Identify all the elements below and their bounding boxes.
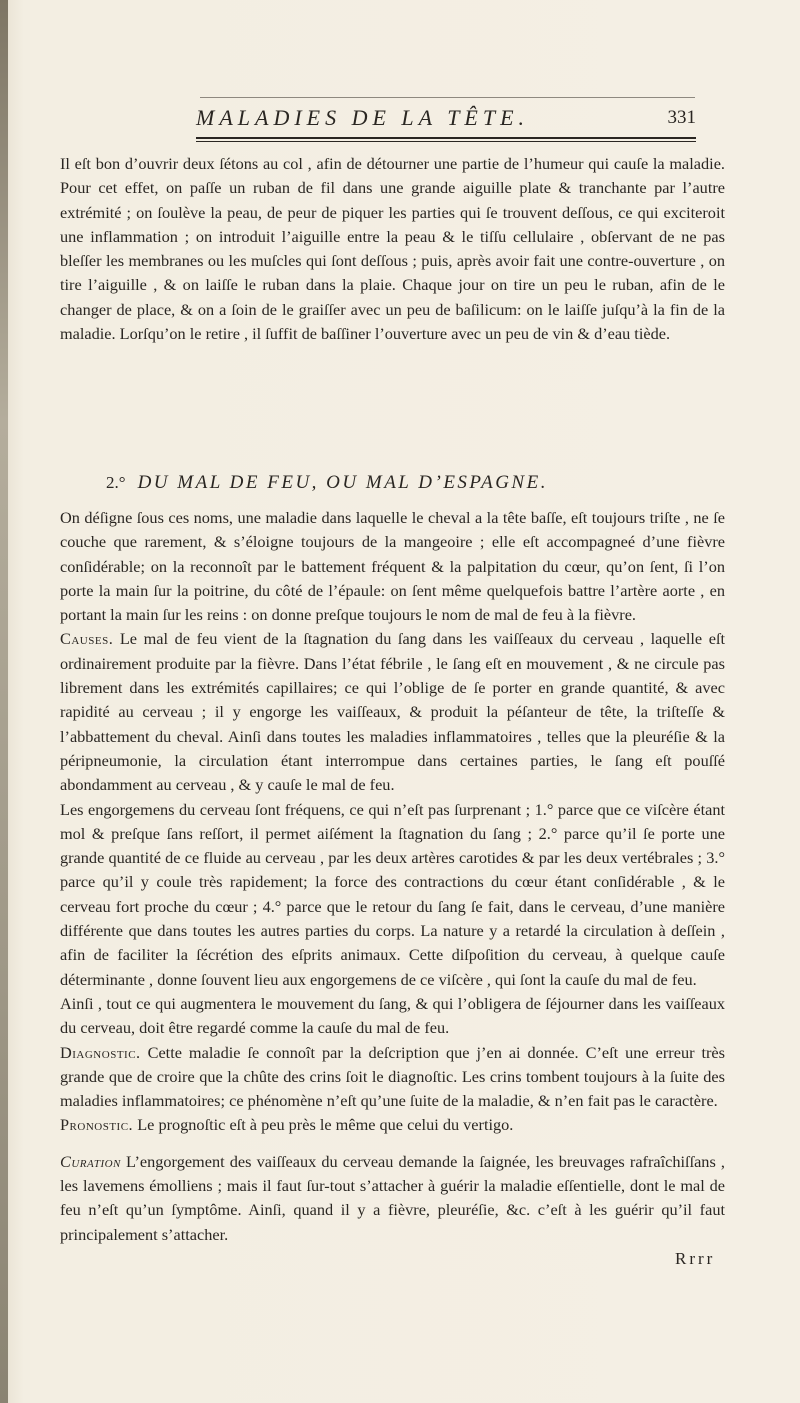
paragraph-engorgemens: Les engorgemens du cerveau ſont fréquens, ce qui n’eſt pas ſurprenant ; 1.° parce que ce viſcère étant mol & preſque ſans reſſort, il permet aiſément la ſtagnation du ſang ; 2.° parce qu’il ſe porte une grande quantité de ce fluide au cerveau , par les deux artères carotides & par les deux vertébrales ; 3.° parce qu’il y coule très rapidement; la force des contractions du cœur étant conſidérable , & le cerveau fort proche du cœur ; 4.° parce que le retour du ſang ſe fait, dans le cerveau, d’une manière différente que dans toutes les autres parties du corps. La nature y a retardé la circulation à deſſein , afin de faciliter la ſécrétion des eſprits animaux. Cette diſpoſition du cerveau, à quelque cauſe déterminante , donne ſouvent lieu aux engorgemens de ce viſcère , qui ſont la cauſe du mal de feu. bbox=[60, 799, 725, 989]
page-header bbox=[196, 105, 696, 135]
pronostic-text: Le prognoſtic eſt à peu près le même que celui du vertigo. bbox=[133, 1115, 514, 1135]
paragraph-causes bbox=[60, 627, 725, 797]
page-number: 331 bbox=[667, 107, 696, 128]
paragraph-ainsi: Ainſi , tout ce qui augmentera le mouvement du ſang, & qui l’obligera de ſéjourner dans les vaiſſeaux du cerveau, doit être regardé comme la cauſe du mal de feu. bbox=[60, 993, 725, 1038]
causes-label: Causes. bbox=[60, 629, 114, 649]
running-title: MALADIES DE LA TÊTE. bbox=[196, 105, 530, 130]
section-title: DU MAL DE FEU, OU MAL D’ESPAGNE. bbox=[137, 472, 548, 493]
curation-label: Curation bbox=[60, 1151, 121, 1171]
diagnostic-label: Diagnostic. bbox=[60, 1042, 141, 1062]
diagnostic-text: Cette maladie ſe connoît par la deſcription que j’en ai donnée. C’eſt une erreur très grande que de croire que la chûte des crins ſoit le diagnoſtic. Les crins tombent toujours à la ſuite des maladies inflammatoires; ce phénomène n’eſt qu’une ſuite de la maladie, & n’en fait pas le caractère. bbox=[60, 1042, 725, 1111]
section-heading bbox=[106, 472, 548, 494]
paragraph-curation bbox=[60, 1150, 725, 1247]
curation-text: L’engorgement des vaiſſeaux du cerveau demande la ſaignée, les breuvages rafraîchiſſans , les lavemens émolliens ; mais il faut ſur-tout s’attacher à guérir la maladie eſſentielle, dont le mal de feu n’eſt qu’un ſymptôme. Ainſi, quand il y a fièvre, pleuréſie, &c. c’eſt à les guérir qu’il faut principalement s’attacher. bbox=[60, 1151, 725, 1244]
paragraph-pronostic bbox=[60, 1113, 725, 1137]
paragraph-setons bbox=[60, 152, 725, 346]
causes-text: Le mal de feu vient de la ſtagnation du ſang dans les vaiſſeaux du cerveau , laquelle eſt ordinairement produite par la fièvre. Dans l’état fébrile , le ſang eſt en mouvement , & ne circule pas librement dans les extrémités capillaires; ce qui l’oblige de ſe porter en grande quantité, & avec rapidité au cerveau ; il y engorge les vaiſſeaux, & produit la péſanteur de tête, la triſteſſe & l’abbattement du cheval. Ainſi dans toutes les maladies inflammatoires , telles que la pleuréſie & la péripneumonie, la circulation étant interrompue dans certaines parties, le ſang eſt pouſſé abondamment au cerveau , & y cauſe le mal de feu. bbox=[60, 629, 725, 795]
pronostic-label: Pronostic. bbox=[60, 1115, 134, 1135]
section-number: 2.° bbox=[106, 473, 126, 492]
paragraph: Il eſt bon d’ouvrir deux ſétons au col , afin de détourner une partie de l’humeur qui cauſe la maladie. Pour cet effet, on paſſe un ruban de fil dans une grande aiguille plate & tranchante par l’autre extrémité ; on ſoulève la peau, de peur de piquer les parties qui ſe trouvent deſſous, ce qui exciteroit une inflammation ; on introduit l’aiguille entre la peau & le tiſſu cellulaire , obſervant de ne pas bleſſer les membranes ou les muſcles qui ſont deſſous ; puis, après avoir fait une contre-ouverture , on tire l’aiguille , & on laiſſe le ruban dans la plaie. Chaque jour on tire un peu le ruban, afin de le changer de place, & on a ſoin de le graiſſer avec un peu de baſilicum: on le laiſſe juſqu’à la fin de la maladie. Lorſqu’on le retire , il ſuffit de baſſiner l’ouverture avec un peu de vin & d’eau tiède. bbox=[60, 154, 725, 344]
signature-mark: Rrrr bbox=[675, 1248, 716, 1268]
paragraph-intro: On déſigne ſous ces noms, une maladie dans laquelle le cheval a la tête baſſe, eſt toujours triſte , ne ſe couche que rarement, & s’éloigne toujours de la mangeoire ; elle eſt accompagneé d’une fièvre conſidérable; on la reconnoît par le battement fréquent & la palpitation du cœur, qu’on ſent, ſi l’on porte la main ſur la poitrine, du côté de l’épaule: on ſent même quelquefois battre l’artère aorte , en portant la main ſur les reins : on donne preſque toujours le nom de mal de feu à la fièvre. bbox=[60, 508, 725, 625]
section-body bbox=[60, 506, 725, 1247]
header-rule bbox=[196, 137, 696, 142]
binding-gutter bbox=[0, 0, 8, 1403]
paragraph-diagnostic bbox=[60, 1041, 725, 1114]
top-rule bbox=[200, 97, 695, 98]
